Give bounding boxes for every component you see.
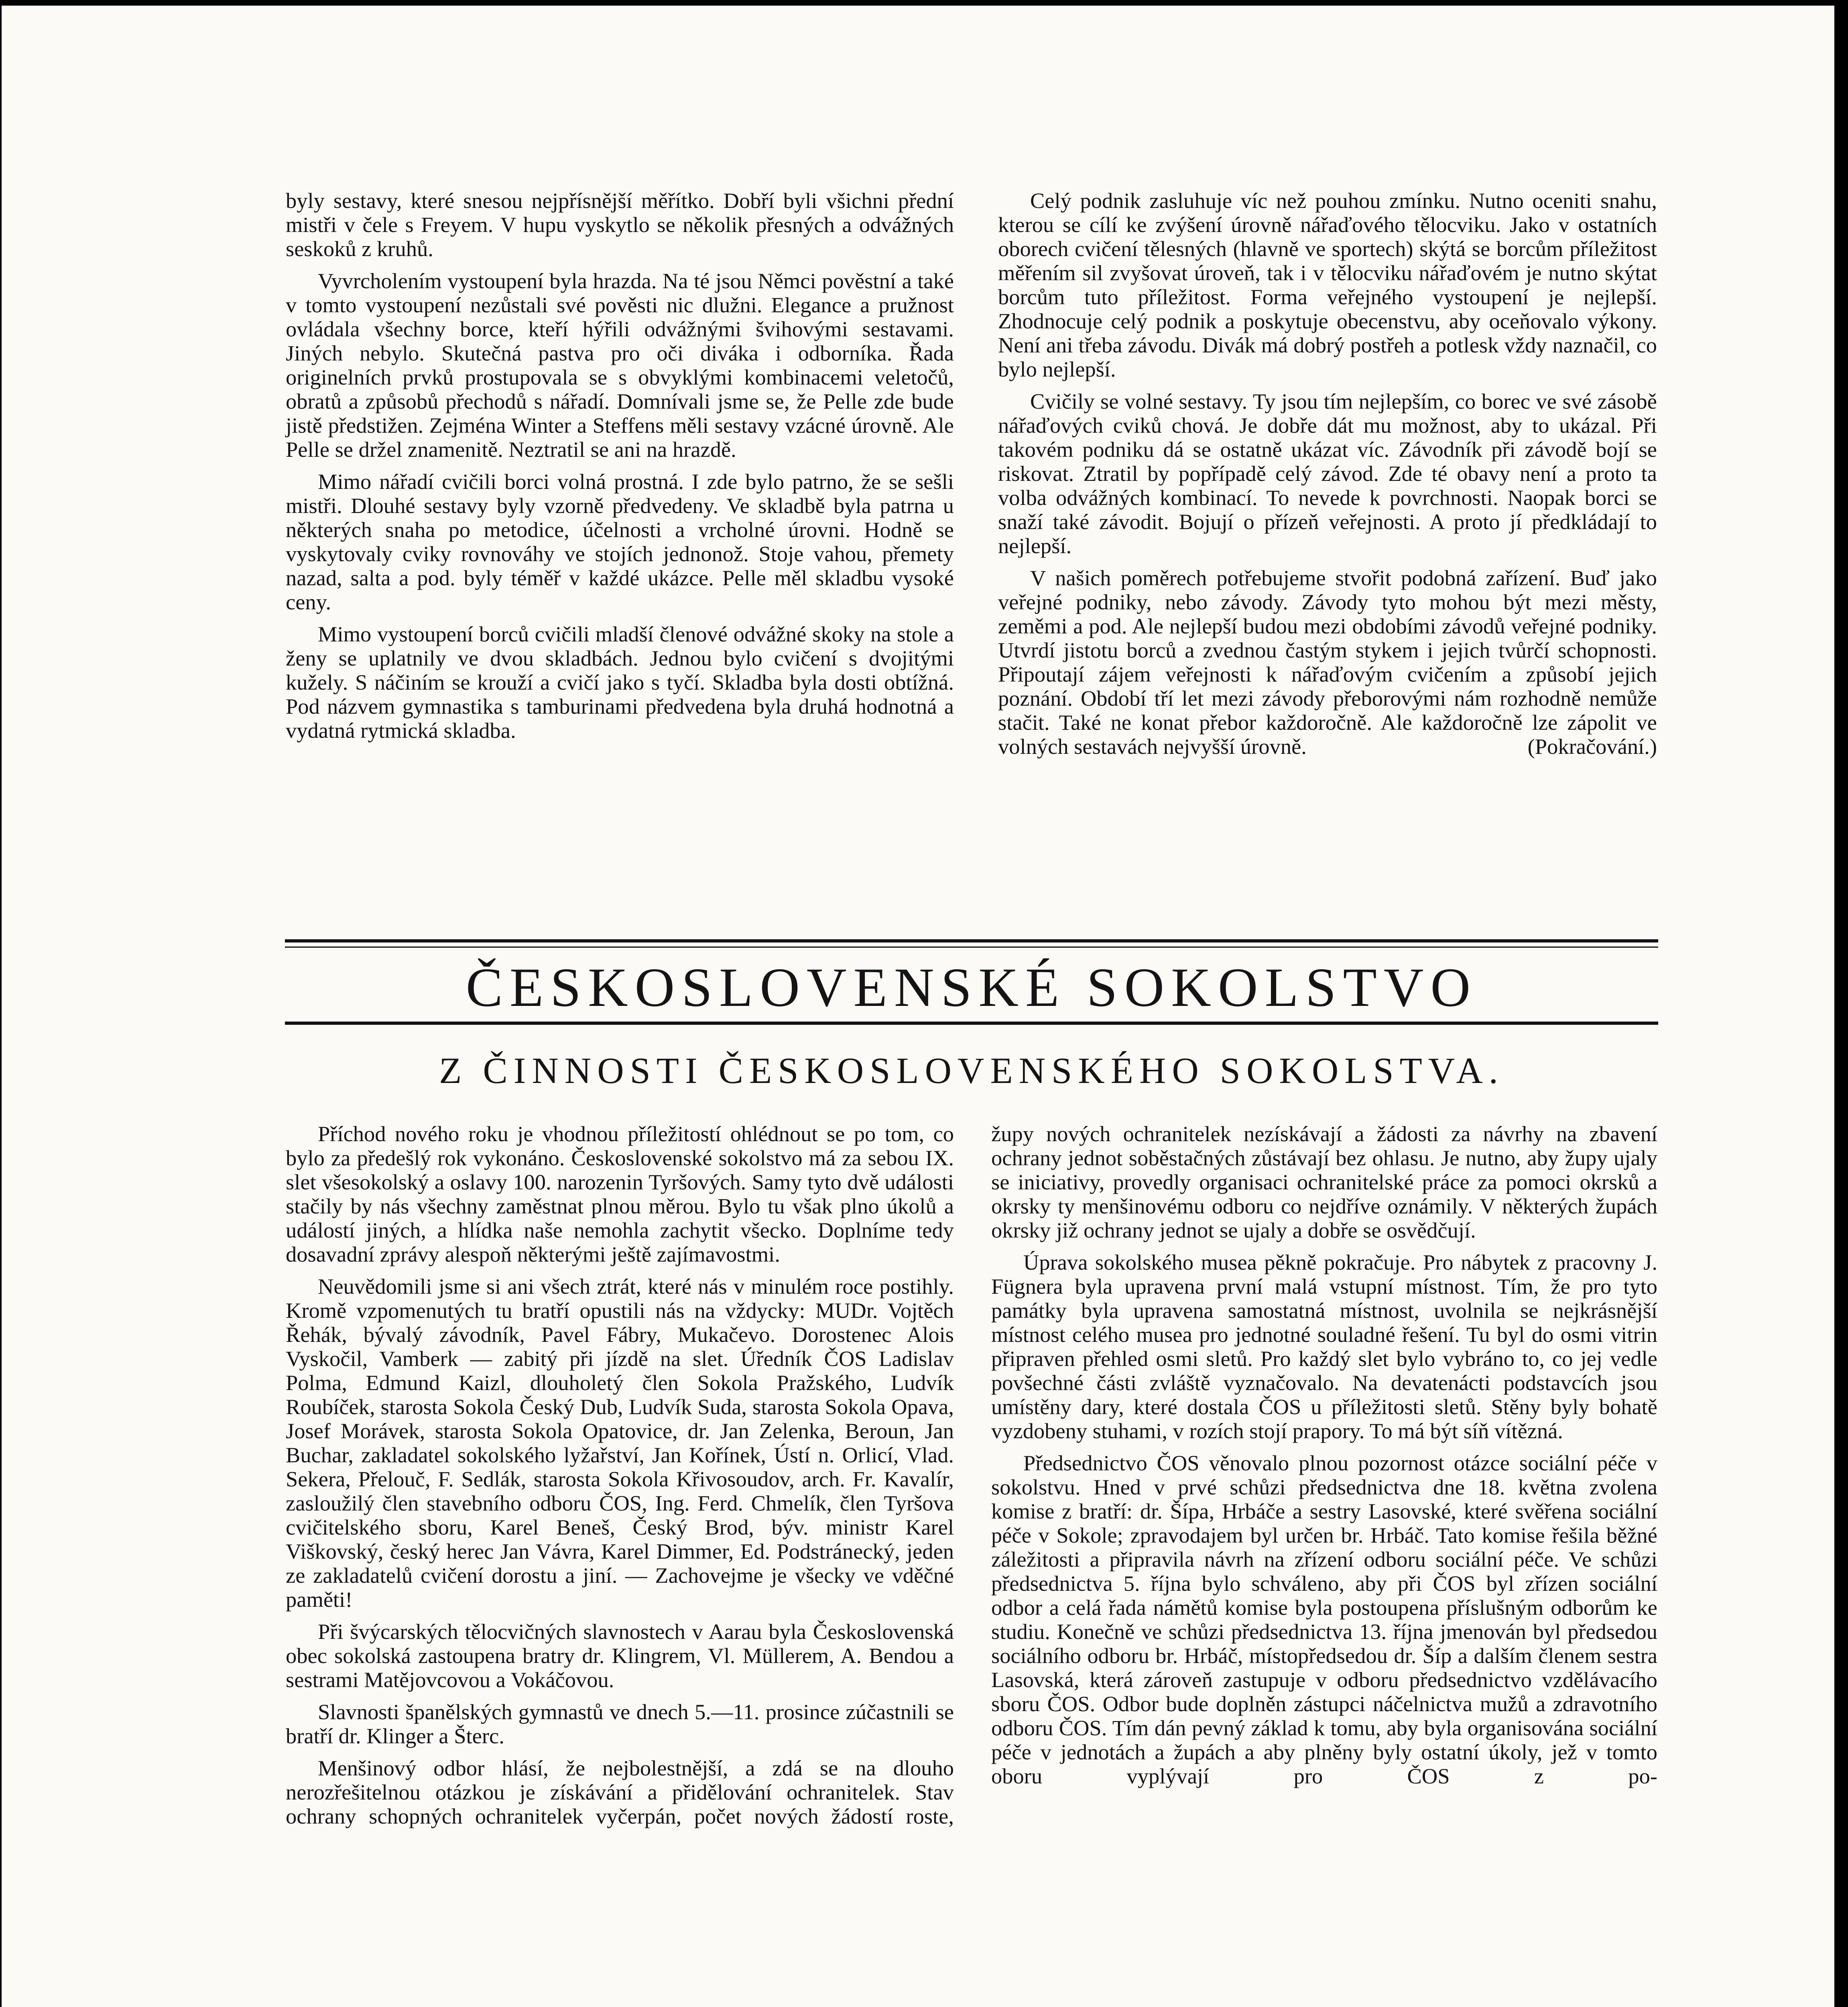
scan-border-top xyxy=(0,0,1848,6)
section-rule-top-thin xyxy=(285,947,1658,948)
paragraph: Celý podnik zasluhuje víc než pouhou zmínku. Nutno oceniti snahu, kterou se cílí ke zvýšení úrovně nářaďového tělocviku. Jako v ostatních oborech cvičení tělesných (hlavně ve sportech) skýtá se borcům příležitost měřením sil zvyšovat úroveň, tak i v tělocviku nářaďovém je nutno skýtat borcům tuto příležitost. Forma veřejného vystoupení je nejlepší. Zhodnocuje celý podnik a poskytuje obecenstvu, aby oceňovalo výkony. Není ani třeba závodu. Divák má dobrý postřeh a potlesk vždy naznačil, co bylo nejlepší. xyxy=(998,188,1657,381)
paragraph: Úprava sokolského musea pěkně pokračuje. Pro nábytek z pracovny J. Fügnera byla upravena první malá vstupní místnost. Tím, že pro tyto památky byla upravena samostatná místnost, uvolnila se nejkrásnější místnost celého musea pro jednotné souladné řešení. Tu byl do osmi vitrin připraven přehled osmi sletů. Pro každý slet bylo vybráno to, co jej vedle povšechné části zvláště vyznačovalo. Na devatenácti podstavcích jsou umístěny dary, které dostala ČOS u příležitosti sletů. Stěny byly bohatě vyzdobeny stuhami, v rozích stojí prapory. To má být síň vítězná. xyxy=(991,1250,1657,1443)
paragraph: Předsednictvo ČOS věnovalo plnou pozornost otázce sociální péče v sokolstvu. Hned v prvé schůzi předsednictva dne 18. května zvolena komise z bratří: dr. Šípa, Hrbáče a sestry Lasovské, které svěřena sociální péče v Sokole; zpravodajem byl určen br. Hrbáč. Tato komise řešila běžné záležitosti a připravila návrh na zřízení odboru sociální péče. Ve schůzi předsednictva 5. října bylo schváleno, aby při ČOS byl zřízen sociální odbor a celá řada námětů komise byla postoupena příslušným odborům ke studiu. Konečně ve schůzi předsednictva 13. října jmenován byl předsedou sociálního odboru br. Hrbáč, místopředsedou dr. Šíp a dalším členem sestra Lasovská, která zároveň zastupuje v odboru předsednictvo vzdělávacího sboru ČOS. Odbor bude doplněn zástupci náčelnictva mužů a zdravotního odboru ČOS. Tím dán pevný základ k tomu, aby byla organisována sociální péče v jednotách a župách a aby plněny byly ostatní úkoly, jež v tomto oboru vyplývají pro ČOS z po- xyxy=(991,1451,1657,1788)
paragraph: Slavnosti španělských gymnastů ve dnech 5.—11. prosince zúčastnili se bratří dr. Klinger a Šterc. xyxy=(286,1700,954,1748)
scan-border-left xyxy=(0,0,2,2007)
paragraph: Cvičily se volné sestavy. Ty jsou tím nejlepším, co borec ve své zásobě nářaďových cviků chová. Je dobře dát mu možnost, aby to ukázal. Při takovém podniku dá se ostatně ukázat víc. Závodník při závodě bojí se riskovat. Ztratil by popřípadě celý závod. Zde té obavy není a proto ta volba odvážných kombinací. To nevede k povrchnosti. Naopak borci se snaží také závodit. Bojují o přízeň veřejnosti. A proto jí předkládají to nejlepší. xyxy=(998,389,1657,558)
paragraph: Mimo vystoupení borců cvičili mladší členové odvážné skoky na stole a ženy se uplatnily ve dvou skladbách. Jednou bylo cvičení s dvojitými kužely. S náčiním se krouží a cvičí jako s tyčí. Skladba byla dosti obtížná. Pod názvem gymnastika s tamburinami předvedena byla druhá hodnotná a vydatná rytmická skladba. xyxy=(286,622,954,743)
top-left-column xyxy=(286,189,954,751)
paragraph: Příchod nového roku je vhodnou příležitostí ohlédnout se po tom, co bylo za předešlý rok vykonáno. Československé sokolstvo má za sebou IX. slet všesokolský a oslavy 100. narozenin Tyršových. Samy tyto dvě události stačily by nás všechny zaměstnat plnou měrou. Bylo tu však plno úkolů a událostí jiných, a hlídka naše nemohla zachytit všecko. Doplníme tedy dosavadní zprávy alespoň některými ještě zajímavostmi. xyxy=(286,1122,954,1266)
scan-border-right xyxy=(1834,0,1848,2007)
continuation-note: (Pokračování.) xyxy=(1527,734,1657,759)
paragraph: Mimo nářadí cvičili borci volná prostná. I zde bylo patrno, že se sešli mistři. Dlouhé sestavy byly vzorně předvedeny. Ve skladbě byla patrna u některých snaha po metodice, účelnosti a vrcholné úrovni. Hodně se vyskytovaly cviky rovnováhy ve stojích jednonož. Stoje vahou, přemety nazad, salta a pod. byly téměř v každé ukázce. Pelle měl skladbu vysoké ceny. xyxy=(286,469,954,614)
paragraph-text: V našich poměrech potřebujeme stvořit podobná zařízení. Buď jako veřejné podniky, nebo závody. Závody tyto mohou být mezi městy, zeměmi a pod. Ale nejlepší budou mezi obdobími závodů veřejné podniky. Utvrdí jistotu borců a zvednou častým stykem i jejich tvůrčí schopnosti. Připoutají zájem veřejnosti k nářaďovým cvičením a způsobí jejich poznání. Období tří let mezi závody přeborovými nám rozhodně nemůže stačit. Také ne konat přebor každoročně. Ale každoročně lze zápolit ve volných sestavách nejvyšší úrovně. xyxy=(998,566,1657,759)
paragraph: župy nových ochranitelek nezískávají a žádosti za návrhy na zbavení ochrany jednot soběstačných zůstávají bez ohlasu. Je nutno, aby župy ujaly se iniciativy, provedly organisaci ochranitelské práce za pomoci okrsků a okrsky ty menšinovému odboru co nejdříve oznámily. V některých župách okrsky již ochrany jednot se ujaly a dobře se osvědčují. xyxy=(991,1122,1657,1242)
top-right-column xyxy=(998,189,1657,767)
bottom-right-column xyxy=(991,1122,1657,1796)
paragraph xyxy=(998,566,1657,759)
section-rule-top-thick xyxy=(285,939,1658,942)
paragraph: Vyvrcholením vystoupení byla hrazda. Na té jsou Němci pověstní a také v tomto vystoupení nezůstali své pověsti nic dlužni. Elegance a pružnost ovládala všechny borce, kteří hýřili odvážnými švihovými sestavami. Jiných nebylo. Skutečná pastva pro oči diváka i odborníka. Řada originelních prvků prostupovala se s obvyklými kombinacemi veletočů, obratů a způsobů přechodů s nářadí. Domnívali jsme se, že Pelle zde bude jistě předstižen. Zejména Winter a Steffens měli sestavy vzácné úrovně. Ale Pelle se držel znamenitě. Neztratil se ani na hrazdě. xyxy=(286,269,954,462)
bottom-left-column xyxy=(286,1122,954,1836)
paragraph: Menšinový odbor hlásí, že nejbolestnější, a zdá se na dlouho nerozřešitelnou otázkou je získávání a přidělování ochranitelek. Stav ochrany schopných ochranitelek vyčerpán, počet nových žádostí roste, xyxy=(286,1756,954,1828)
paragraph: Při švýcarských tělocvičných slavnostech v Aarau byla Československá obec sokolská zastoupena bratry dr. Klingrem, Vl. Müllerem, A. Bendou a sestrami Matějovcovou a Vokáčovou. xyxy=(286,1619,954,1692)
section-rule-bottom xyxy=(285,1022,1658,1025)
article-title: Z ČINNOSTI ČESKOSLOVENSKÉHO SOKOLSTVA. xyxy=(439,1050,1504,1091)
section-title: ČESKOSLOVENSKÉ SOKOLSTVO xyxy=(466,957,1478,1018)
paragraph: byly sestavy, které snesou nejpřísnější měřítko. Dobří byli všichni přední mistři v čele s Freyem. V hupu vyskytlo se několik přesných a odvážných seskoků z kruhů. xyxy=(286,188,954,261)
paragraph: Neuvědomili jsme si ani všech ztrát, které nás v minulém roce postihly. Kromě vzpomenutých tu bratří opustili nás na vždycky: MUDr. Vojtěch Řehák, bývalý závodník, Pavel Fábry, Mukačevo. Dorostenec Alois Vyskočil, Vamberk — zabitý při jízdě na slet. Úředník ČOS Ladislav Polma, Edmund Kaizl, dlouholetý člen Sokola Pražského, Ludvík Roubíček, starosta Sokola Český Dub, Ludvík Suda, starosta Sokola Opava, Josef Morávek, starosta Sokola Opatovice, dr. Jan Zelenka, Beroun, Jan Buchar, zakladatel sokolského lyžařství, Jan Kořínek, Ústí n. Orlicí, Vlad. Sekera, Přelouč, F. Sedlák, starosta Sokola Křivosoudov, arch. Fr. Kavalír, zasloužilý člen stavebního odboru ČOS, Ing. Ferd. Chmelík, člen Tyršova cvičitelského sboru, Karel Beneš, Český Brod, býv. ministr Karel Viškovský, český herec Jan Vávra, Karel Dimmer, Ed. Podstránecký, jeden ze zakladatelů cvičení dorostu a jiní. — Zachovejme je všecky ve vděčné paměti! xyxy=(286,1274,954,1612)
